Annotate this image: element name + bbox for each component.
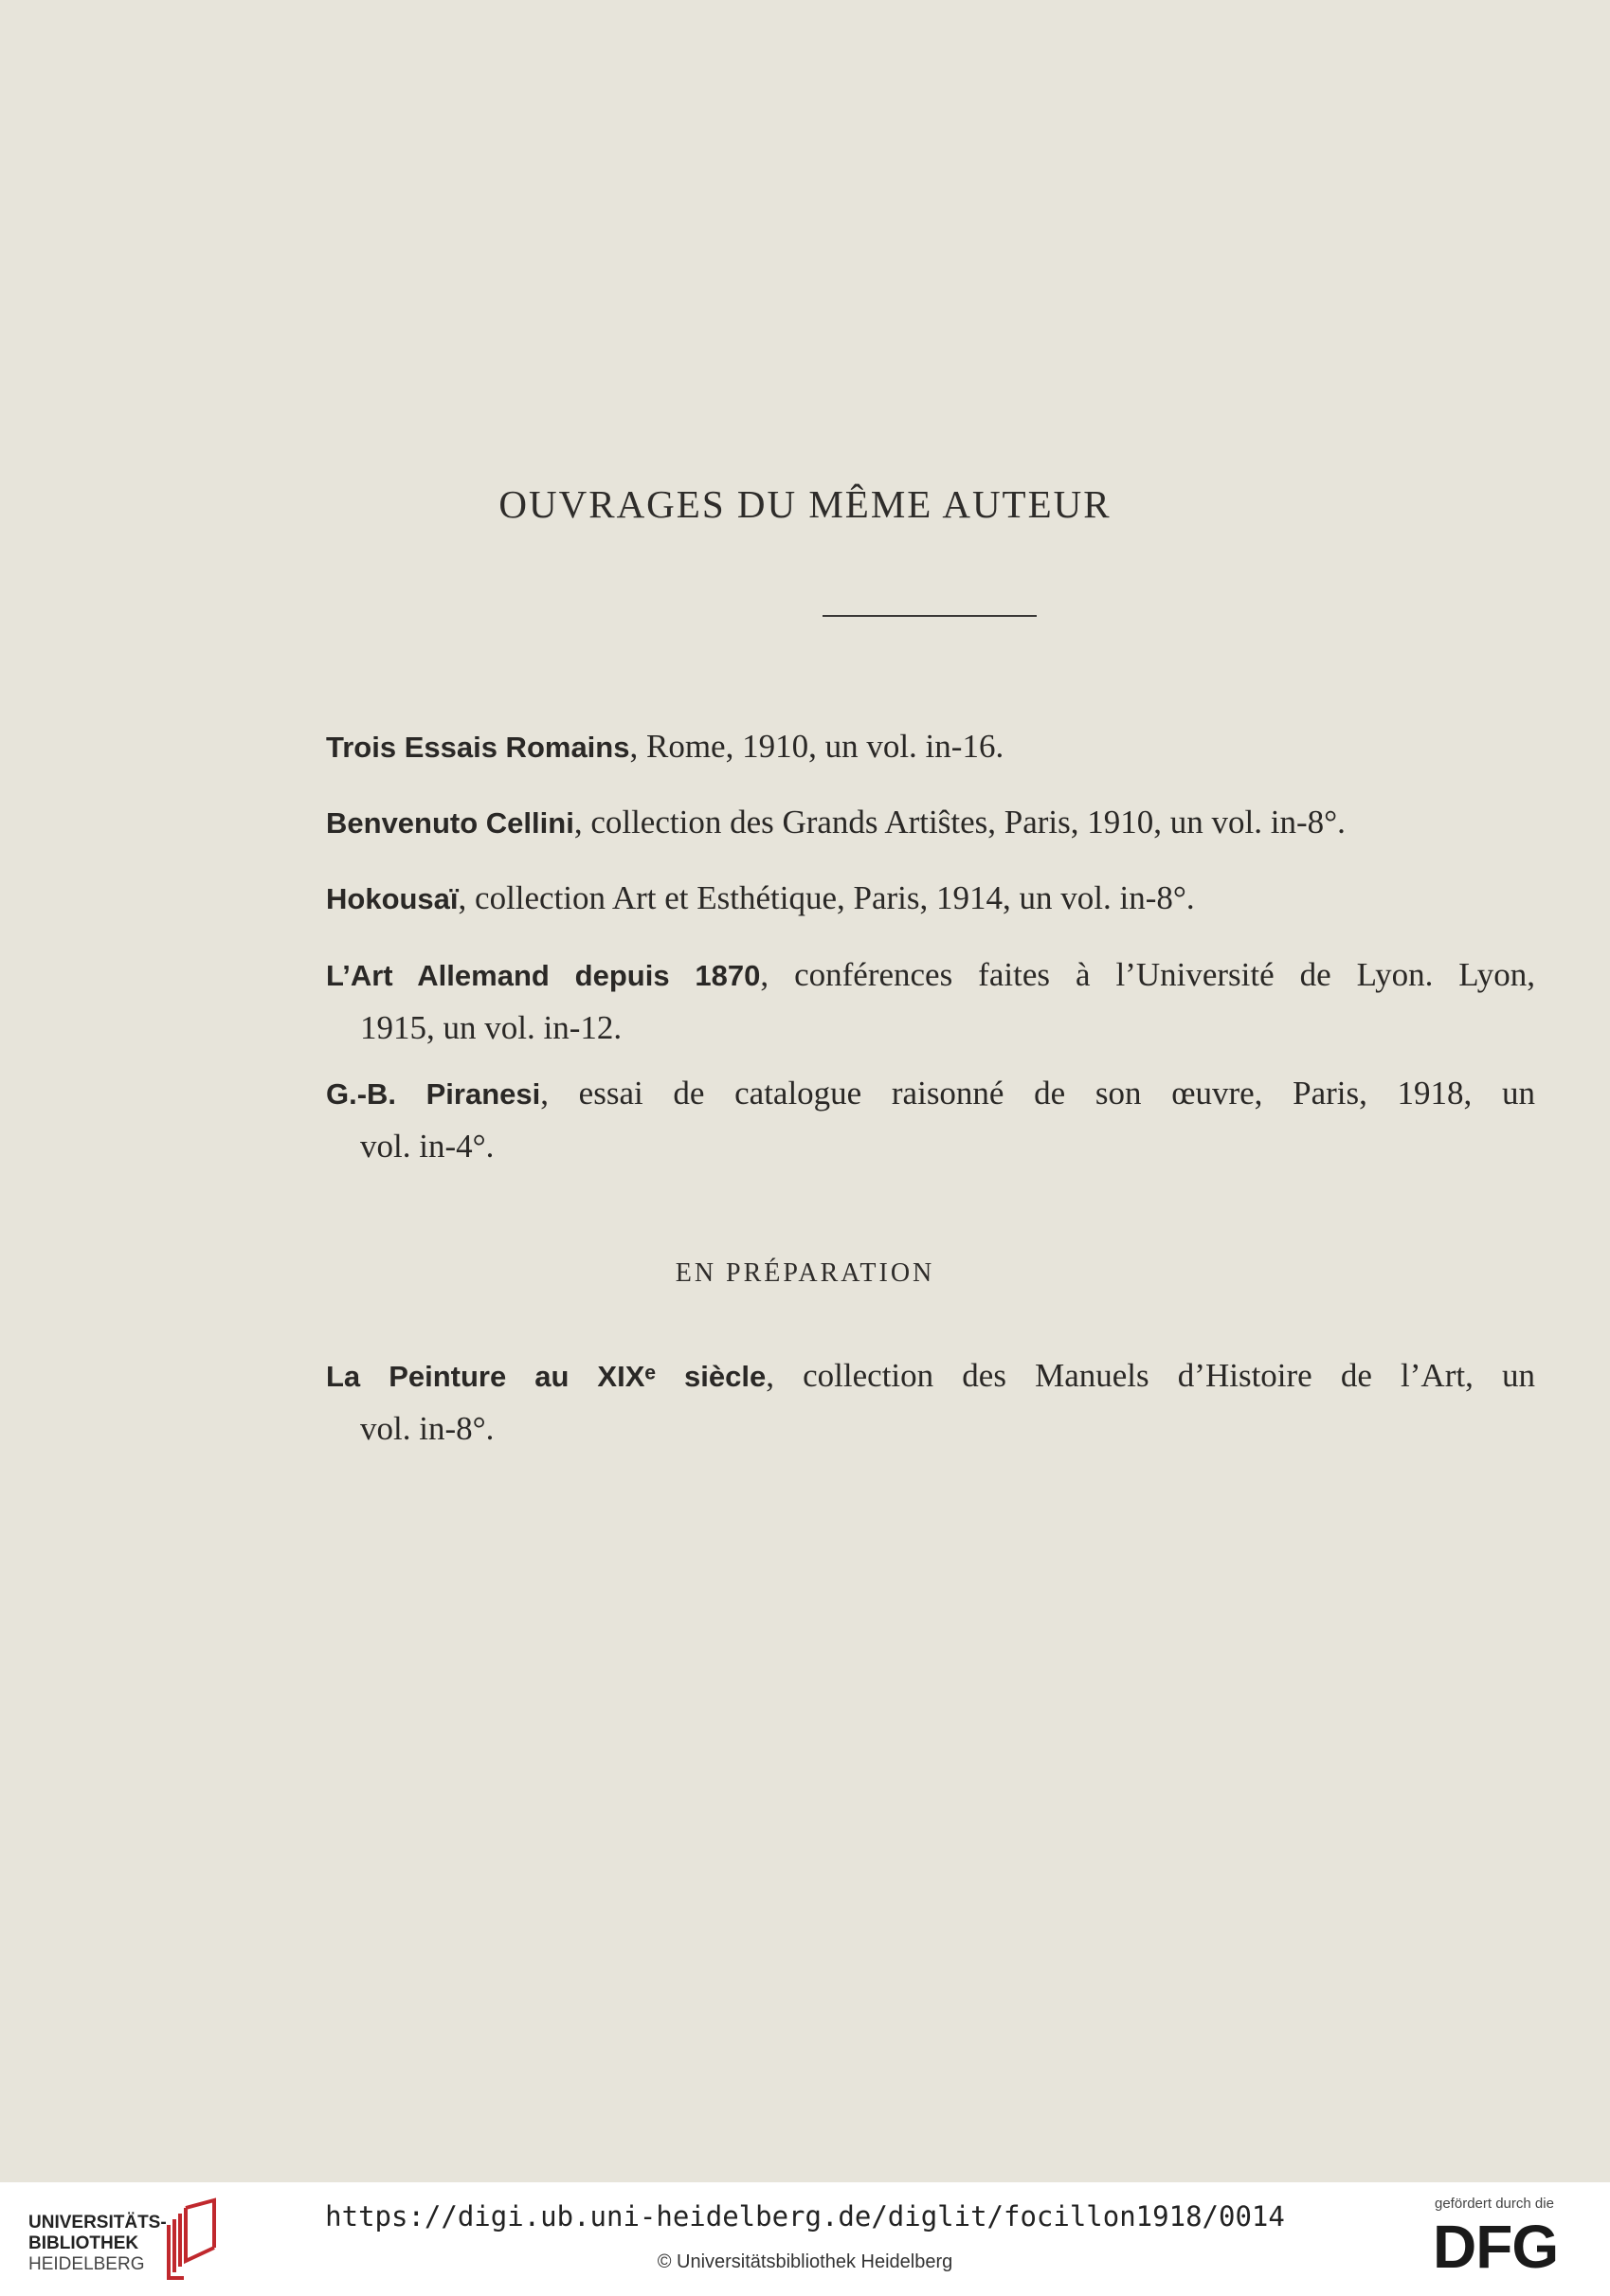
footer-bar <box>0 2182 1610 2296</box>
work-details: , collection des Grands Artiŝtes, Paris, 1910, un vol. in-8°. <box>573 804 1346 841</box>
work-details-continued: 1915, un vol. in-12. <box>360 1009 623 1046</box>
work-details: , conférences faites à l’Université de Lyon. Lyon, <box>760 956 1535 993</box>
work-details: , collection Art et Esthétique, Paris, 1914, un vol. in-8°. <box>458 879 1195 916</box>
work-entry <box>326 949 1535 1054</box>
work-title: Trois Essais Romains <box>326 731 630 764</box>
work-title: L’Art Allemand depuis 1870 <box>326 959 761 992</box>
funded-by-label: gefördert durch die <box>1435 2196 1554 2212</box>
work-details: , collection des Manuels d’Histoire de l’Art, un <box>766 1357 1535 1394</box>
work-details-continued: vol. in-8°. <box>360 1410 495 1447</box>
copyright-notice: © Universitätsbibliothek Heidelberg <box>657 2251 953 2272</box>
work-entry <box>326 796 1535 849</box>
work-entry <box>326 720 1535 773</box>
work-entry <box>326 872 1535 925</box>
library-name: UNIVERSITÄTS- BIBLIOTHEK HEIDELBERG <box>28 2213 167 2274</box>
work-entry-in-preparation <box>326 1349 1535 1455</box>
work-title: Benvenuto Cellini <box>326 806 574 840</box>
work-entry <box>326 1067 1535 1172</box>
work-title: G.-B. Piranesi <box>326 1077 541 1111</box>
work-title: La Peinture au XIXᵉ siècle <box>326 1360 767 1393</box>
work-title: Hokousaï <box>326 882 459 915</box>
work-details: , Rome, 1910, un vol. in-16. <box>629 728 1004 765</box>
page-heading: OUVRAGES DU MÊME AUTEUR <box>498 482 1112 526</box>
heading-rule <box>823 615 1037 617</box>
work-details-continued: vol. in-4°. <box>360 1128 495 1165</box>
dfg-logo: DFG <box>1433 2213 1559 2281</box>
section-subheading: EN PRÉPARATION <box>675 1258 935 1288</box>
work-details: , essai de catalogue raisonné de son œuvre, Paris, 1918, un <box>540 1075 1535 1112</box>
page-url[interactable]: https://digi.ub.uni-heidelberg.de/diglit/focillon1918/0014 <box>325 2200 1285 2233</box>
